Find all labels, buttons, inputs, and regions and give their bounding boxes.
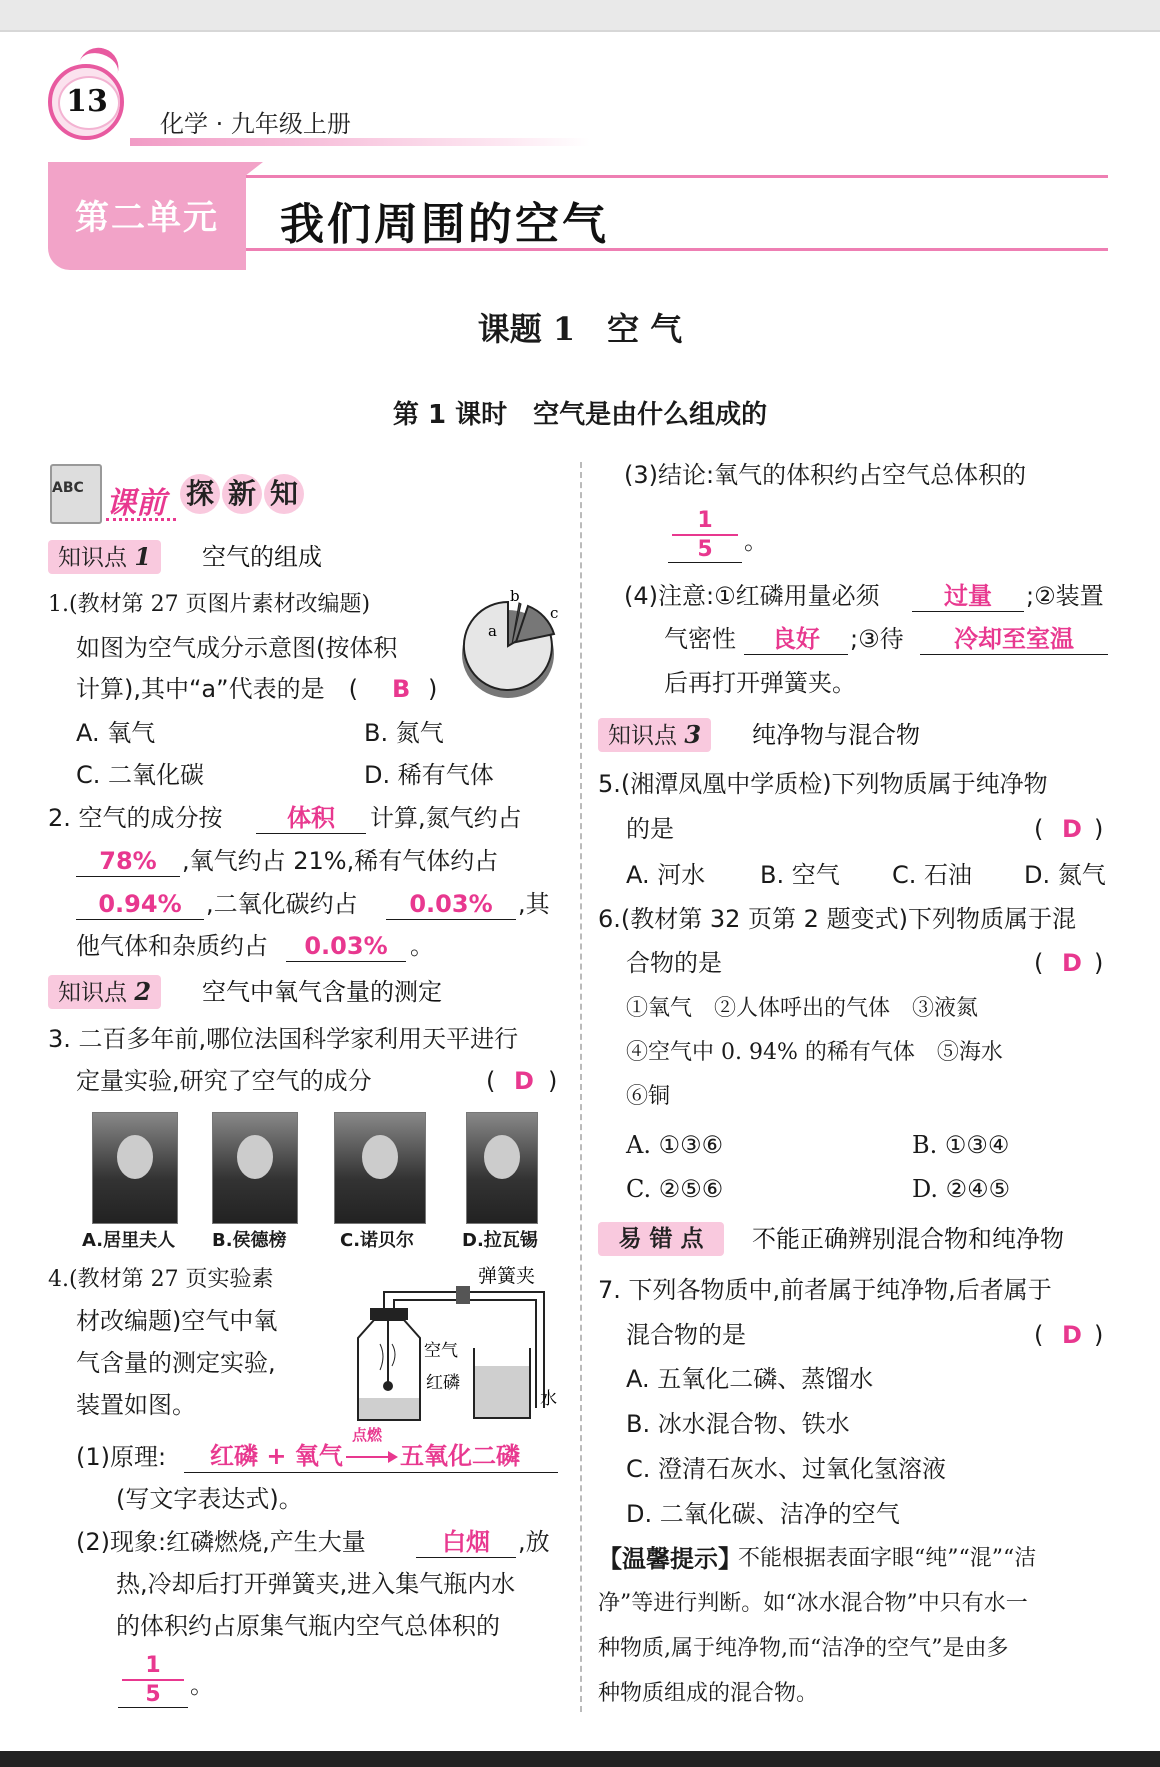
q2-text: ,氧气约占 21%,稀有气体约占 (182, 847, 499, 875)
book-title: 化学 · 九年级上册 (160, 110, 351, 138)
q4-p1-note: (写文字表达式)。 (116, 1485, 303, 1513)
q7-paren-close: ) (1094, 1321, 1104, 1349)
q4-p4-blank: 冷却至室温 (920, 624, 1108, 655)
q6-text: 6.(教材第 32 页第 2 题变式)下列物质属于混 (598, 905, 1076, 933)
q5-text: 5.(湘潭凤凰中学质检)下列物质属于纯净物 (598, 770, 1048, 798)
bottle-water (359, 1398, 419, 1419)
banner-char: 新 (222, 474, 262, 514)
q4-text: 4.(教材第 27 页实验素 (48, 1267, 274, 1292)
q4-p4-blank: 良好 (744, 624, 848, 655)
q5-text: 的是 (626, 815, 674, 843)
q4-p2-text: ,放 (518, 1528, 550, 1556)
q3-text: 3. 二百多年前,哪位法国科学家利用天平进行 (48, 1025, 519, 1053)
q7-paren-open: ( (1034, 1321, 1044, 1349)
portrait-hou (212, 1112, 298, 1224)
q4-p4-blank: 过量 (912, 581, 1024, 612)
portrait-caption: A.居里夫人 (82, 1230, 176, 1251)
header-rule (130, 138, 590, 146)
period-title: 第 1 课时 空气是由什么组成的 (392, 400, 768, 430)
q3-answer: D (514, 1067, 534, 1095)
bottom-bar (0, 1751, 1160, 1767)
tip-label: 【温馨提示】 (598, 1545, 742, 1573)
q2-text: 。 (410, 932, 434, 960)
q4-text: 装置如图。 (76, 1391, 196, 1419)
q4-p2-text: 热,冷却后打开弹簧夹,进入集气瓶内水 (116, 1570, 516, 1598)
knowledge-point-title: 纯净物与混合物 (752, 721, 920, 749)
q4-p1-condition: 点燃 (352, 1426, 383, 1444)
error-point-tag: 易 错 点 (598, 1222, 724, 1256)
q6-items: ①氧气 ②人体呼出的气体 ③液氮 (626, 996, 979, 1021)
q5-option: D. 氮气 (1024, 861, 1106, 889)
q4-text: 气含量的测定实验, (76, 1349, 276, 1377)
lesson-title: 课题 1 空 气 (477, 310, 683, 348)
q7-answer: D (1062, 1321, 1082, 1349)
q5-paren-open: ( (1034, 815, 1044, 843)
red-phosphorus (383, 1381, 393, 1391)
q6-paren-open: ( (1034, 949, 1044, 977)
oxygen-experiment-diagram (344, 1258, 560, 1430)
q2-text: 2. 空气的成分按 (48, 804, 223, 832)
q7-option-d: D. 二氧化碳、洁净的空气 (626, 1500, 900, 1528)
banner-char: 知 (264, 474, 304, 514)
q5-answer: D (1062, 815, 1082, 843)
q4-p2-fraction (118, 1653, 188, 1708)
q4-p2-end: 。 (190, 1671, 214, 1699)
q1-paren: ) (428, 675, 438, 703)
q2-text: ,二氧化碳约占 (206, 890, 358, 918)
q4-p4-text: ;③待 (850, 625, 904, 653)
q6-option-c: C. ②⑤⑥ (626, 1175, 724, 1203)
diagram-label-air: 空气 (424, 1341, 458, 1361)
q7-text: 7. 下列各物质中,前者属于纯净物,后者属于 (598, 1276, 1052, 1304)
knowledge-point-tag: 知识点 2 (48, 975, 161, 1009)
q1-option-b: B. 氮气 (364, 719, 444, 747)
q6-items: ④空气中 0. 94% 的稀有气体 ⑤海水 (626, 1040, 1003, 1065)
q4-p4-text: (4)注意:①红磷用量必须 (624, 582, 880, 610)
fraction-denominator: 5 (668, 537, 742, 563)
q5-option: B. 空气 (760, 861, 840, 889)
knowledge-point-title: 空气中氧气含量的测定 (202, 978, 442, 1006)
q2-blank: 0.03% (286, 931, 406, 962)
pie-label-c: c (550, 604, 559, 622)
tip-text: 种物质,属于纯净物,而“洁净的空气”是由多 (598, 1636, 1009, 1661)
q2-blank: 体积 (256, 803, 366, 834)
reaction-arrow-icon (346, 1456, 394, 1458)
q3-paren-close: ) (548, 1067, 558, 1095)
q4-p3-fraction (668, 508, 742, 563)
banner-dots (106, 518, 176, 521)
q6-option-b: B. ①③④ (912, 1131, 1010, 1159)
portrait-caption: B.侯德榜 (212, 1230, 287, 1251)
q6-items: ⑥铜 (626, 1084, 671, 1109)
q6-paren-close: ) (1094, 949, 1104, 977)
q4-p4-text: 气密性 (664, 625, 736, 653)
portrait-caption: C.诺贝尔 (340, 1230, 415, 1251)
diagram-label-clip: 弹簧夹 (478, 1265, 536, 1287)
bottle-stopper (370, 1308, 408, 1320)
portrait-lavoisier (466, 1112, 538, 1224)
error-point-title: 不能正确辨别混合物和纯净物 (752, 1225, 1064, 1253)
q7-option-a: A. 五氧化二磷、蒸馏水 (626, 1365, 874, 1393)
top-bar (0, 0, 1160, 30)
q6-option-d: D. ②④⑤ (912, 1175, 1011, 1203)
tip-text: 净”等进行判断。如“冰水混合物”中只有水一 (598, 1591, 1028, 1616)
fraction-numerator: 1 (697, 508, 713, 533)
q7-text: 混合物的是 (626, 1321, 746, 1349)
q3-text: 定量实验,研究了空气的成分 (76, 1067, 372, 1095)
q1-answer: B (392, 675, 411, 703)
q1-text: 计算),其中“a”代表的是 ( (76, 675, 358, 703)
q2-text: 他气体和杂质约占 (76, 932, 268, 960)
q4-p4-text: ;②装置 (1026, 582, 1104, 610)
portrait-curie (92, 1112, 178, 1224)
banner-word: 课前 (106, 486, 166, 521)
q6-answer: D (1062, 949, 1082, 977)
q7-option-c: C. 澄清石灰水、过氧化氢溶液 (626, 1455, 947, 1483)
q1-option-d: D. 稀有气体 (364, 761, 494, 789)
page-edge (0, 30, 1160, 32)
q1-option-a: A. 氧气 (76, 719, 156, 747)
q2-text: ,其 (518, 890, 550, 918)
pie-label-a: a (488, 622, 497, 640)
fraction-numerator: 1 (145, 1653, 161, 1678)
knowledge-point-tag: 知识点 3 (598, 718, 711, 752)
pie-label-b: b (510, 588, 520, 605)
q2-blank: 0.03% (386, 889, 516, 920)
q4-p2-blank: 白烟 (416, 1527, 516, 1558)
q4-p1-line (184, 1472, 558, 1473)
beaker-water (475, 1366, 529, 1417)
q4-p2-text: 的体积约占原集气瓶内空气总体积的 (116, 1612, 500, 1640)
unit-badge-tab (245, 162, 263, 176)
portrait-caption: D.拉瓦锡 (462, 1230, 538, 1251)
q5-paren-close: ) (1094, 815, 1104, 843)
q4-p3-text: (3)结论:氧气的体积约占空气总体积的 (624, 461, 1027, 489)
q2-blank: 0.94% (76, 889, 204, 920)
q4-p4-text: 后再打开弹簧夹。 (664, 669, 856, 697)
q2-blank: 78% (76, 846, 180, 877)
unit-label: 第二单元 (75, 198, 219, 238)
q4-p2-text: (2)现象:红磷燃烧,产生大量 (76, 1528, 366, 1556)
air-composition-pie (458, 588, 568, 706)
q3-paren-open: ( (486, 1067, 496, 1095)
unit-title: 我们周围的空气 (280, 199, 609, 250)
fraction-denominator: 5 (118, 1682, 188, 1708)
tip-text: 种物质组成的混合物。 (598, 1681, 819, 1706)
q7-option-b: B. 冰水混合物、铁水 (626, 1410, 850, 1438)
q1-text: 如图为空气成分示意图(按体积 (76, 634, 398, 662)
knowledge-point-tag: 知识点 1 (48, 540, 161, 574)
tip-text: 不能根据表面字眼“纯”“混”“洁 (738, 1546, 1037, 1571)
q5-option: A. 河水 (626, 861, 706, 889)
q1-source: 1.(教材第 27 页图片素材改编题) (48, 592, 371, 617)
q4-p1-label: (1)原理: (76, 1443, 167, 1471)
q4-p3-end: 。 (744, 527, 768, 555)
portrait-nobel (334, 1112, 426, 1224)
spring-clip-icon (456, 1286, 470, 1304)
q1-option-c: C. 二氧化碳 (76, 761, 205, 789)
page-number: 13 (66, 84, 108, 119)
q6-text: 合物的是 (626, 949, 722, 977)
book-icon-label: ABC (52, 480, 84, 496)
knowledge-point-title: 空气的组成 (202, 543, 322, 571)
diagram-label-phosphorus: 红磷 (426, 1373, 460, 1393)
q6-option-a: A. ①③⑥ (626, 1131, 724, 1159)
diagram-label-water: 水 (540, 1389, 557, 1409)
banner-char: 探 (180, 474, 220, 514)
column-divider (580, 462, 582, 1712)
q4-p1-reactants: 红磷 + 氧气 (210, 1442, 343, 1470)
q4-p1-product: 五氧化二磷 (400, 1442, 520, 1470)
unit-rule-top (246, 175, 1108, 178)
arrow-head (388, 1451, 398, 1463)
q2-text: 计算,氮气约占 (370, 804, 522, 832)
q4-text: 材改编题)空气中氧 (76, 1307, 278, 1335)
q5-option: C. 石油 (892, 861, 973, 889)
